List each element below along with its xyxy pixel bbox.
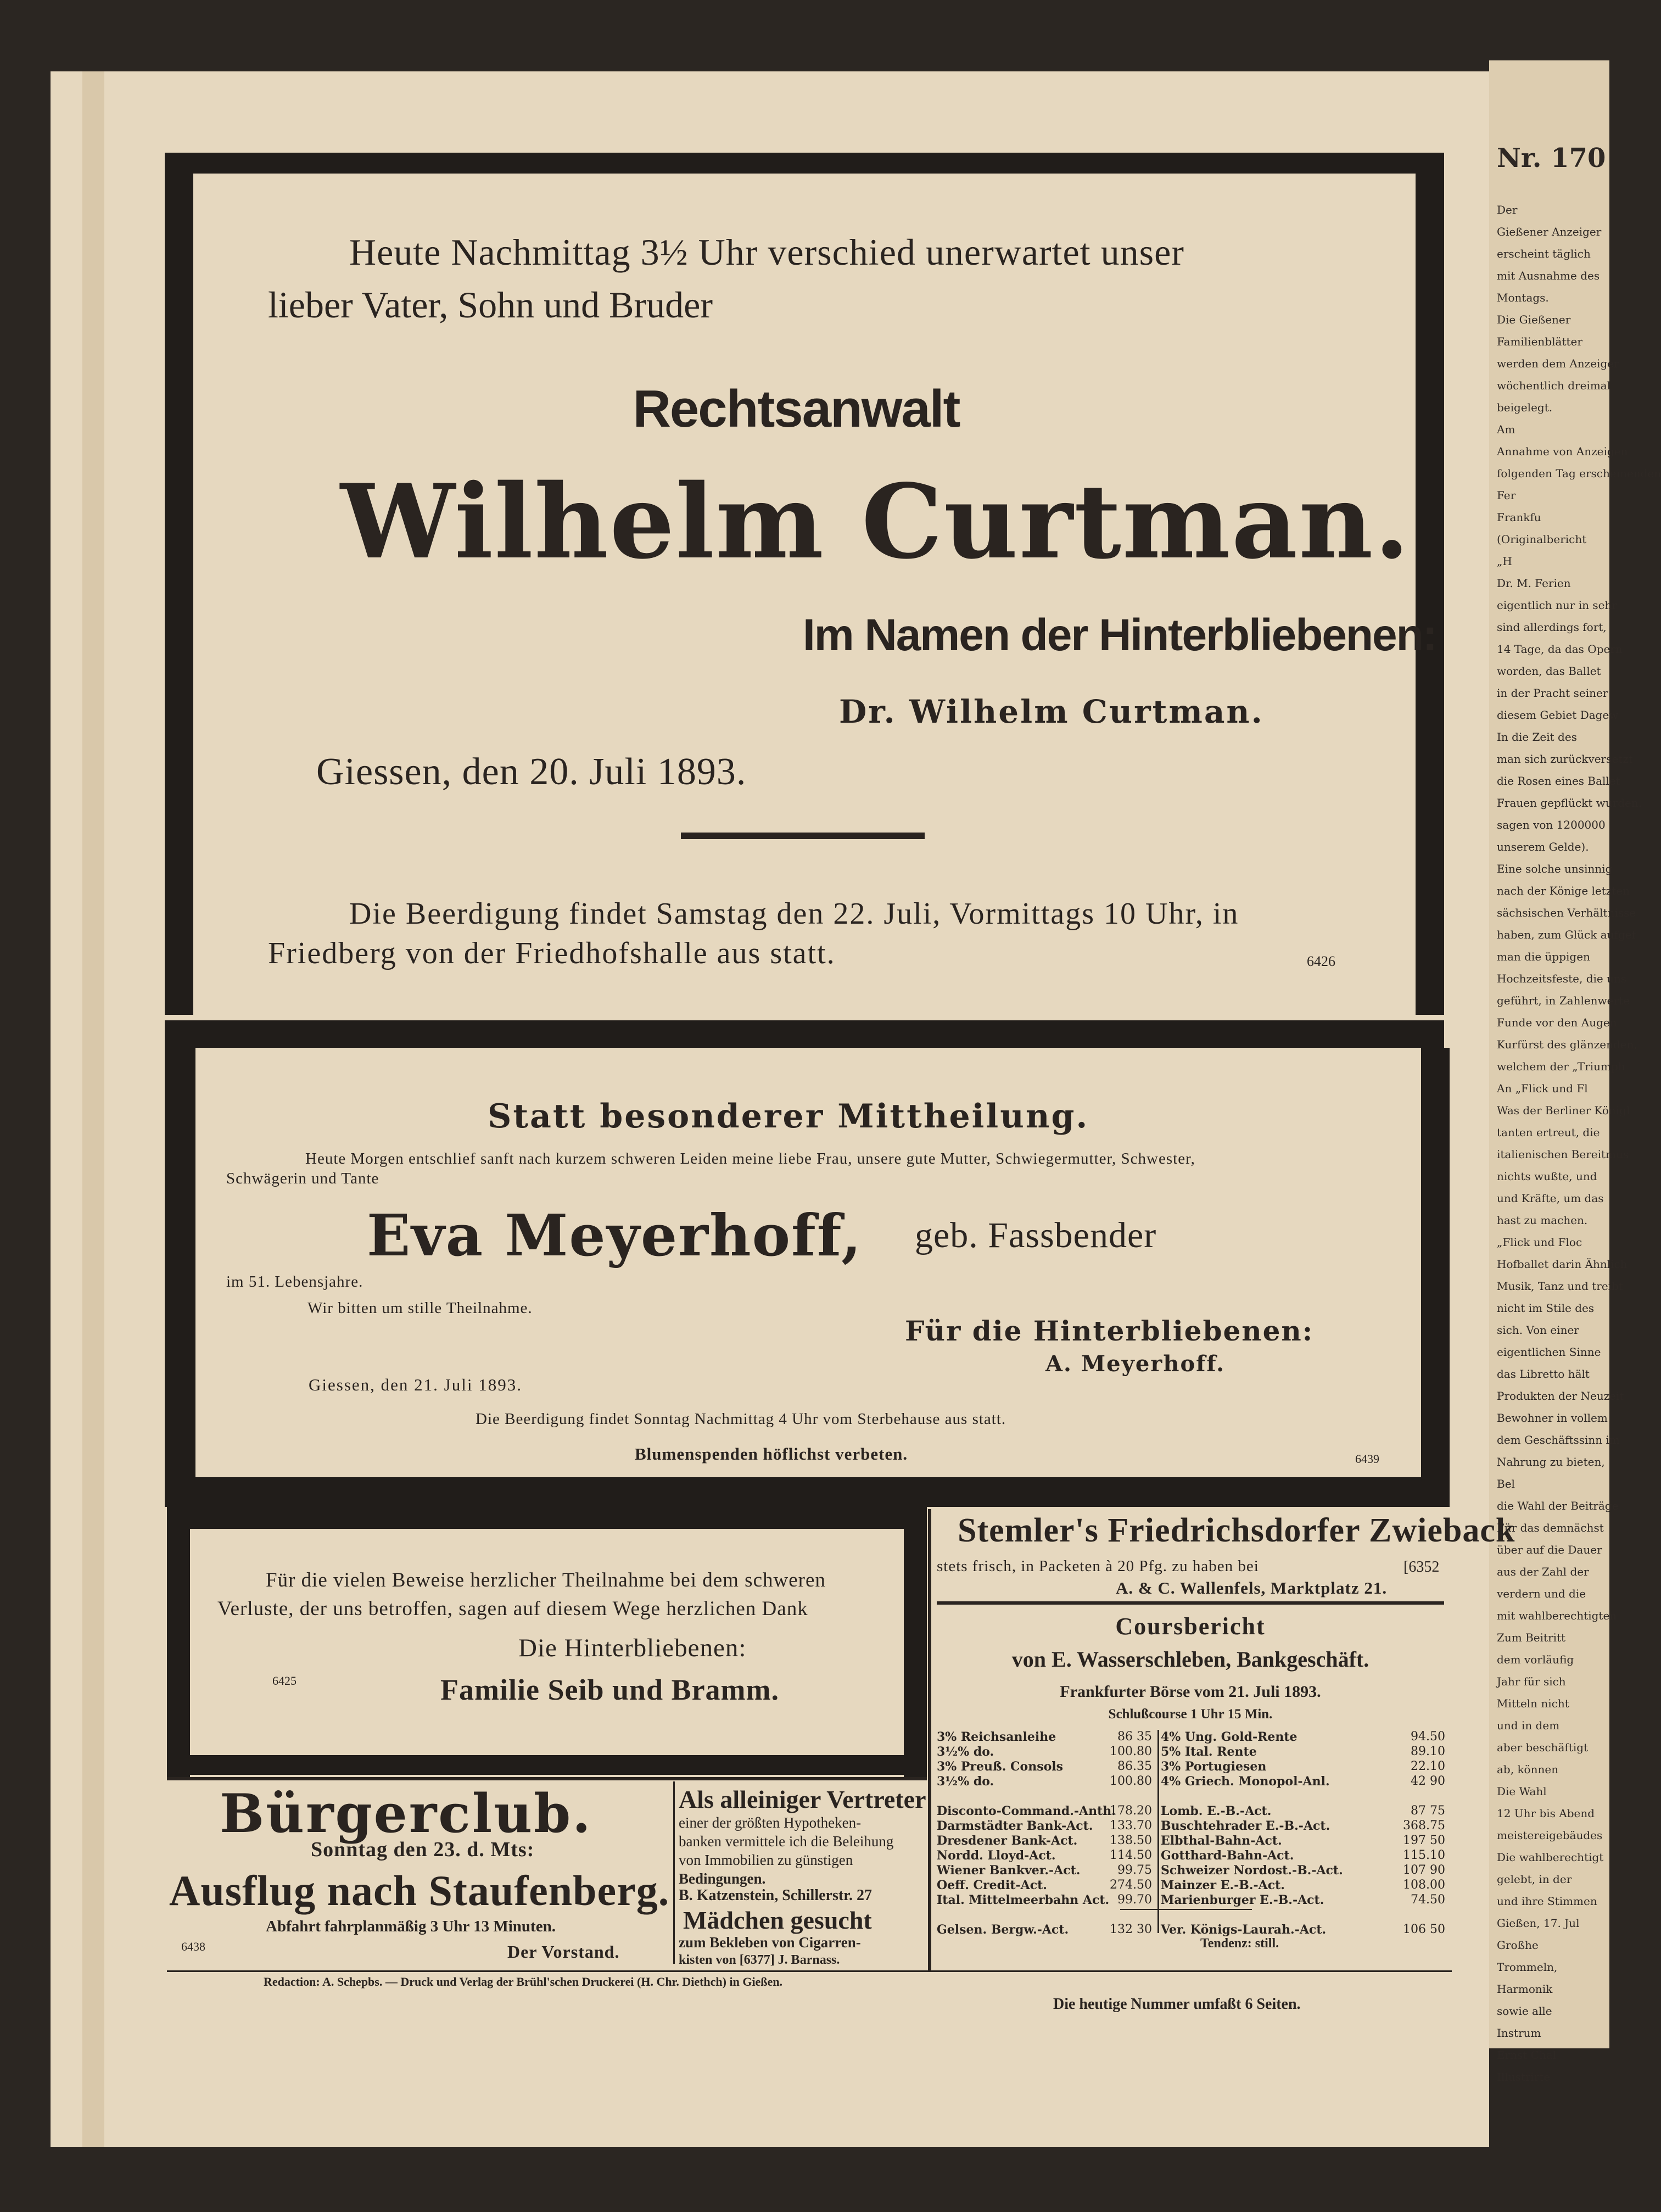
adjacent-page-line: Nahrung zu bieten, [1497,1455,1605,1468]
course-price: 106 50 [1403,1923,1445,1936]
club-date: Sonntag den 23. d. Mts: [311,1838,535,1861]
course-price: 86 35 [1117,1730,1152,1744]
course-price: 22.10 [1411,1759,1445,1773]
course-security: 4% Griech. Monopol-Anl. [1161,1774,1330,1789]
notice2-age: im 51. Lebensjahre. [226,1273,363,1291]
border-right-2 [1421,1048,1450,1482]
course-security: Nordd. Lloyd-Act. [937,1848,1056,1863]
adjacent-page-line: und Kräfte, um das [1497,1192,1604,1205]
thanks-text2: Verluste, der uns betroffen, sagen auf diesem Wege herzlichen Dank [217,1597,808,1620]
adjacent-page-line: Ernst Chal [1497,2048,1557,2062]
adjacent-page-line: die Wahl der Beiträge [1497,1499,1619,1512]
on-behalf-heading: Im Namen der Hinterbliebenen: [803,610,1437,660]
notice2-place-date: Giessen, den 21. Juli 1893. [309,1375,522,1394]
zwieback-number: [6352 [1403,1559,1440,1576]
adjacent-page-line: sich. Von einer [1497,1323,1579,1337]
agent-text-0: einer der größten Hypotheken- [679,1814,862,1831]
adjacent-page-line: geführt, in Zahlenwerte [1497,994,1630,1007]
course-price: 99.70 [1117,1893,1152,1907]
border-divider-2 [165,1477,1450,1507]
adjacent-page-line: 14 Tage, da das Opern [1497,643,1623,656]
club-title: Bürgerclub. [220,1783,592,1845]
adjacent-page-line: mit wahlberechtigten [1497,1609,1617,1622]
course-price: 114.50 [1110,1848,1152,1862]
notice1-signatory: Dr. Wilhelm Curtman. [839,693,1264,730]
adjacent-page-line: Die Wahl [1497,1785,1547,1798]
notice2-funeral: Die Beerdigung findet Sonntag Nachmittag 4 Uhr vom Sterbehause aus statt. [476,1410,1006,1428]
footer-imprint: Redaction: A. Schepbs. — Druck und Verlag der Brühl'schen Druckerei (H. Chr. Diethch) in Gießen. [264,1975,783,1988]
adjacent-page-line: mit Ausnahme des [1497,269,1600,282]
course-table-left [937,1730,1190,1939]
border-left-2 [165,1048,195,1482]
adjacent-page-line: Montags. [1497,291,1549,304]
course-security: 5% Ital. Rente [1161,1745,1257,1759]
adjacent-page-line: Harmonik [1497,1982,1553,1996]
course-price: 94.50 [1411,1730,1445,1744]
notice2-heading: Statt besonderer Mittheilung. [488,1097,1089,1136]
notice1-line1: Heute Nachmittag 3½ Uhr verschied unerwartet unser [349,231,1184,273]
course-security: Darmstädter Bank-Act. [937,1819,1093,1833]
course-security: Gotthard-Bahn-Act. [1161,1848,1294,1863]
adjacent-page-line: Eine solche unsinnig [1497,862,1613,875]
agent-text-3: Bedingungen. [679,1870,766,1887]
adjacent-page-line: werden dem Anzeiger [1497,357,1619,370]
club-number: 6438 [181,1940,205,1953]
course-closing: Schlußcourse 1 Uhr 15 Min. [1108,1707,1273,1722]
thanks-text1: Für die vielen Beweise herzlicher Theilnahme bei dem schweren [266,1569,826,1591]
adjacent-page-line: Hofballet darin Ähnlich [1497,1258,1628,1271]
adjacent-page-line: „H [1497,555,1512,568]
adjacent-page-line: Bewohner in vollem [1497,1411,1608,1425]
adjacent-page-line: haben, zum Glück aufgef [1497,928,1636,941]
adjacent-page-line: 12 Uhr bis Abend [1497,1807,1595,1820]
adjacent-issue-number: Nr. 170 [1497,143,1606,174]
adjacent-page-line: Bel [1497,1477,1515,1490]
course-price: 178.20 [1110,1804,1152,1818]
adjacent-page-line: eigentlich nur in sehr [1497,599,1617,612]
course-price: 133.70 [1110,1819,1152,1833]
course-table-divider [1157,1730,1159,1933]
adjacent-page-line: Mitteln nicht [1497,1697,1569,1710]
adjacent-page-line: „Flick und Floc [1497,1236,1582,1249]
adjacent-page-line: Instrum [1497,2026,1541,2040]
zwieback-seller: A. & C. Wallenfels, Marktplatz 21. [1116,1578,1388,1597]
adjacent-page-line: man sich zurückversetzt [1497,752,1633,766]
adjacent-page-line: Die wahlberechtigt [1497,1851,1604,1864]
adjacent-page-line: Illustrirte [1497,2070,1551,2083]
adjacent-page-line: nach der Könige letzten [1497,884,1630,897]
notice2-nee: geb. Fassbender [915,1215,1157,1255]
adjacent-page-line: Die Gießener [1497,313,1571,326]
adjacent-page-line: dem Geschäftssinn im [1497,1433,1620,1446]
course-security: 3% Preuß. Consols [937,1759,1064,1774]
deceased-name-2: Eva Meyerhoff, [367,1202,863,1269]
club-board: Der Vorstand. [507,1942,620,1962]
course-exchange: Frankfurter Börse vom 21. Juli 1893. [1060,1683,1321,1701]
adjacent-page-line: welchem der „Triumph [1497,1060,1625,1073]
adjacent-page-line: Gießen, 17. Jul [1497,1917,1580,1930]
course-price: 100.80 [1110,1774,1152,1788]
adjacent-page-line: und ihre Stimmen [1497,1895,1597,1908]
club-rule-top [167,1777,927,1780]
adjacent-page-line: Großhe [1497,1939,1539,1952]
course-price: 132 30 [1110,1923,1152,1936]
deceased-name: Wilhelm Curtman. [340,461,1411,582]
footer-pages: Die heutige Nummer umfaßt 6 Seiten. [1053,1996,1301,2013]
adjacent-page-line: Für das demnächst [1497,1521,1604,1534]
thanks-label: Die Hinterbliebenen: [518,1634,747,1662]
course-security: 4% Ung. Gold-Rente [1161,1730,1298,1744]
course-price: 107 90 [1403,1863,1445,1877]
adjacent-page-line: diesem Gebiet Dagew [1497,708,1619,722]
zwieback-rule [937,1601,1444,1605]
adjacent-page-line: Frankfu [1497,511,1541,524]
course-security: 3½% do. [937,1745,994,1759]
adjacent-page-line: Musik, Tanz und treibt [1497,1280,1623,1293]
course-price: 108.00 [1403,1878,1445,1892]
adjacent-page-line: eigentlichen Sinne [1497,1345,1601,1359]
thanks-border-left [167,1507,190,1777]
course-price: 99.75 [1117,1863,1152,1877]
adjacent-page-line: Am [1497,423,1515,436]
adjacent-page-line: gelebt, in der [1497,1873,1572,1886]
adjacent-page-line: nicht im Stile des [1497,1301,1595,1315]
adjacent-page-line: An „Flick und Fl [1497,1082,1588,1095]
notice2-for-family: Für die Hinterbliebenen: [905,1315,1314,1347]
wanted-text1: zum Bekleben von Cigarren- [679,1934,861,1951]
notice2-signatory: A. Meyerhoff. [1045,1351,1226,1377]
course-subtitle: von E. Wasserschleben, Bankgeschäft. [1011,1647,1369,1672]
agent-text-1: banken vermittele ich die Beleihung [679,1833,894,1850]
course-title: Coursbericht [1115,1613,1266,1640]
page-edge [82,71,104,2147]
course-security: Disconto-Command.-Anth. [937,1804,1116,1818]
course-price: 368.75 [1403,1819,1445,1833]
thanks-number: 6425 [272,1674,297,1688]
course-price: 86.35 [1117,1759,1152,1773]
course-security: 3% Reichsanleihe [937,1730,1056,1744]
course-bottom-rule [1120,1909,1252,1910]
adjacent-page-line: aus der Zahl der [1497,1565,1589,1578]
adjacent-page-line: Annahme von Anzeigen [1497,445,1628,458]
adjacent-page-line: aber beschäftigt [1497,1741,1589,1754]
adjacent-page-line: italienischen Bereitmus [1497,1148,1629,1161]
adjacent-page-line: Fer [1497,489,1516,502]
course-security: Buschtehrader E.-B.-Act. [1161,1819,1330,1833]
adjacent-page-line: Hochzeitsfeste, die uns [1497,972,1627,985]
notice2-text1: Heute Morgen entschlief sanft nach kurzem schweren Leiden meine liebe Frau, unsere gute Mutter, Schwiegermutter, Schwester, [305,1150,1195,1168]
adjacent-page-line: Was der Berliner Königl [1497,1104,1630,1117]
adjacent-page-line: erscheint täglich [1497,247,1591,260]
adjacent-page-line: dem vorläufig [1497,1653,1574,1666]
course-security: 3% Portugiesen [1161,1759,1267,1774]
course-price: 87 75 [1411,1804,1445,1818]
adjacent-page-line: beigelegt. [1497,401,1553,414]
adjacent-page-line: Familienblätter [1497,335,1582,348]
course-price: 274.50 [1110,1878,1152,1892]
footer-rule [167,1970,1452,1972]
adjacent-page-line: unserem Gelde). [1497,840,1589,853]
thanks-border-right [904,1507,927,1777]
adjacent-page-line: folgenden Tag erscheinenden [1497,467,1661,480]
adjacent-page-line: In die Zeit des [1497,730,1577,744]
agent-text-2: von Immobilien zu günstigen [679,1852,853,1868]
course-table-right [1161,1730,1452,1939]
adjacent-page-line: das Libretto hält [1497,1367,1590,1381]
border-divider [165,1020,1444,1048]
course-security: Mainzer E.-B.-Act. [1161,1878,1285,1892]
adjacent-page-line: die Rosen eines Ballet [1497,774,1620,787]
notice2-text2: Schwägerin und Tante [226,1170,379,1187]
zwieback-title: Stemler's Friedrichsdorfer Zwieback [958,1512,1515,1549]
wanted-text2: kisten von [6377] J. Barnass. [679,1953,840,1967]
border-left [165,153,193,1015]
course-security: Gelsen. Bergw.-Act. [937,1923,1069,1937]
notice1-line2: lieber Vater, Sohn und Bruder [268,284,713,326]
course-security: 3½% do. [937,1774,994,1789]
adjacent-page-line: in der Pracht seiner [1497,686,1608,700]
adjacent-page-line: worden, das Ballet [1497,664,1601,678]
thanks-family: Familie Seib und Bramm. [440,1673,780,1706]
course-security: Schweizer Nordost.-B.-Act. [1161,1863,1343,1878]
course-price: 197 50 [1403,1834,1445,1847]
adjacent-page-line: meistereigebäudes [1497,1829,1603,1842]
notice1-number: 6426 [1307,953,1335,969]
adjacent-page-line: über auf die Dauer [1497,1543,1602,1556]
notice1-place-date: Giessen, den 20. Juli 1893. [316,751,747,793]
adjacent-page-line: tanten ertreut, die [1497,1126,1600,1139]
notice1-funeral-line1: Die Beerdigung findet Samstag den 22. Juli, Vormittags 10 Uhr, in [349,897,1239,931]
course-price: 115.10 [1403,1848,1445,1862]
border-right [1416,153,1444,1015]
notice1-funeral-line2: Friedberg von der Friedhofshalle aus statt. [268,936,836,970]
adjacent-page-line: Kurfürst des glänzenden, [1497,1038,1637,1051]
course-security: Oeff. Credit-Act. [937,1878,1047,1892]
adjacent-page-line: Frauen gepflückt wurden. [1497,796,1642,809]
course-security: Marienburger E.-B.-Act. [1161,1893,1324,1907]
course-price: 89.10 [1411,1745,1445,1758]
course-security: Dresdener Bank-Act. [937,1834,1078,1848]
adjacent-page-line: und in dem [1497,1719,1560,1732]
club-depart: Abfahrt fahrplanmäßig 3 Uhr 13 Minuten. [266,1918,556,1935]
course-price: 42 90 [1411,1774,1445,1788]
adjacent-page-line: verdern und die [1497,1587,1586,1600]
notice2-flowers: Blumenspenden höflichst verbeten. [635,1444,908,1464]
course-price: 74.50 [1411,1893,1445,1907]
course-security: Wiener Bankver.-Act. [937,1863,1081,1878]
thanks-border-top [167,1507,927,1529]
adjacent-page-line: hast zu machen. [1497,1214,1588,1227]
course-security: Ital. Mittelmeerbahn Act. [937,1893,1110,1907]
course-tendency: Tendenz: still. [1200,1936,1279,1951]
course-security: Elbthal-Bahn-Act. [1161,1834,1282,1848]
adjacent-page-line: sind allerdings fort, [1497,621,1607,634]
zwieback-line1: stets frisch, in Packeten à 20 Pfg. zu haben bei [937,1557,1259,1575]
separator-rule [681,833,925,839]
adjacent-page-line: Jahr für sich [1497,1675,1566,1688]
course-security: Ver. Königs-Laurah.-Act. [1161,1923,1327,1937]
adjacent-page-line: wöchentlich dreimal [1497,379,1611,392]
agent-rule [673,1781,675,1964]
notice1-title: Rechtsanwalt [633,379,960,438]
adjacent-page-line: (Originalbericht [1497,533,1587,546]
course-price: 138.50 [1110,1834,1152,1847]
adjacent-page-line: Trommeln, [1497,1960,1558,1974]
adjacent-page-line: sowie alle [1497,2004,1552,2018]
wanted-title: Mädchen gesucht [683,1906,872,1934]
agent-name: B. Katzenstein, Schillerstr. 27 [679,1887,873,1904]
column-rule [928,1509,931,1970]
adjacent-page-line: Dr. M. Ferien [1497,577,1571,590]
course-security: Lomb. E.-B.-Act. [1161,1804,1272,1818]
adjacent-page-line: ab, können [1497,1763,1559,1776]
adjacent-page [1489,60,1661,2083]
border-top [165,153,1444,174]
adjacent-page-line: Funde vor den Augen [1497,1016,1617,1029]
notice2-number: 6439 [1355,1452,1379,1466]
adjacent-page-line: nichts wußte, und [1497,1170,1597,1183]
agent-title: Als alleiniger Vertreter [679,1785,926,1813]
adjacent-page-line: man die üppigen [1497,950,1590,963]
adjacent-page-line: Gießener Anzeiger [1497,225,1602,238]
thanks-border-bottom [167,1755,927,1775]
adjacent-page-line: Zum Beitritt [1497,1631,1566,1644]
club-trip: Ausflug nach Staufenberg. [169,1867,670,1914]
adjacent-page-line: sächsischen Verhältnisse [1497,906,1636,919]
notice2-request: Wir bitten um stille Theilnahme. [307,1299,533,1317]
course-price: 100.80 [1110,1745,1152,1758]
adjacent-page-line: Der [1497,203,1518,216]
adjacent-page-line: Produkten der Neuzeit [1497,1389,1624,1403]
adjacent-page-line: sagen von 1200000 [1497,818,1606,831]
